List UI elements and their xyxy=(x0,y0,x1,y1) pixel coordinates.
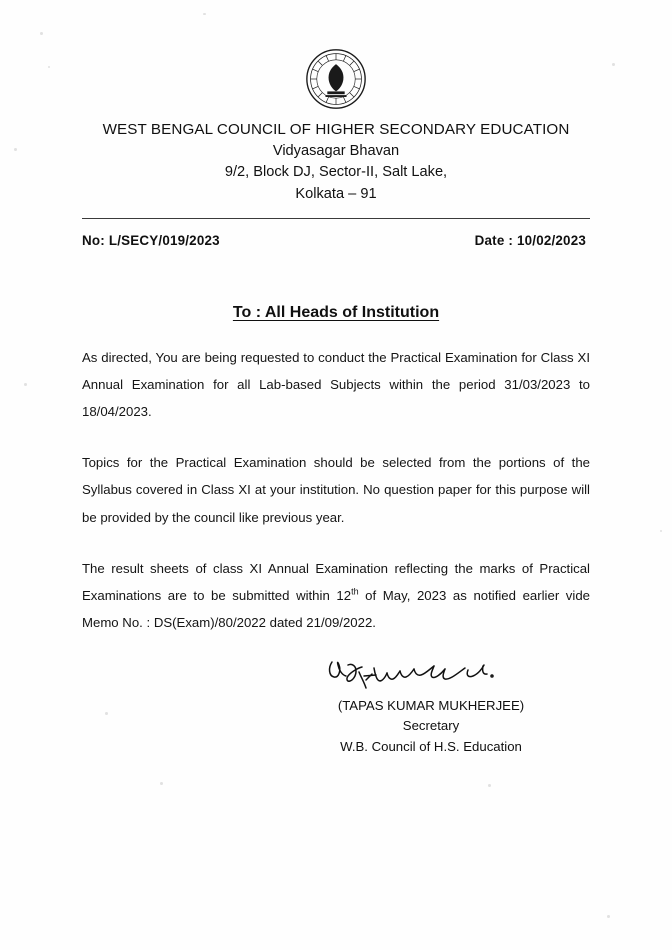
letterhead xyxy=(82,120,590,206)
address-line: 9/2, Block DJ, Sector-II, Salt Lake, xyxy=(224,164,448,181)
body-paragraph-3-after: of May, 2023 as notified earlier vide Memo No. : DS(Exam)/80/2022 dated 21/09/2022. xyxy=(82,587,591,630)
body-paragraph-2: Topics for the Practical Examination should be selected from the portions of the Syllabus covered in Class XI at your institution. No question paper for this purpose will be provided by the council like previous year. xyxy=(82,455,590,525)
memo-meta-row xyxy=(82,233,590,248)
body-paragraph-3-before: The result sheets of class XI Annual Examination reflecting the marks of Practical Examinations are to be submitted within 12 xyxy=(82,560,590,603)
council-name: WEST BENGAL COUNCIL OF HIGHER SECONDARY EDUCATION xyxy=(102,121,570,138)
signatory-organisation: W.B. Council of H.S. Education xyxy=(340,738,522,754)
addressee-heading: To : All Heads of Institution xyxy=(232,304,440,322)
scan-speckle xyxy=(488,784,491,787)
header-divider xyxy=(82,218,590,219)
emblem-container xyxy=(82,0,590,110)
handwritten-signature-icon xyxy=(326,656,536,694)
signatory-designation: Secretary xyxy=(402,718,460,734)
scan-speckle xyxy=(160,782,163,785)
signature-block xyxy=(82,660,590,757)
body-paragraph-3 xyxy=(82,555,590,636)
ordinal-suffix: th xyxy=(351,586,359,597)
wbchse-emblem-icon xyxy=(305,48,367,110)
memo-number: No: L/SECY/019/2023 xyxy=(82,233,220,249)
memo-date: Date : 10/02/2023 xyxy=(474,233,586,249)
building-name: Vidyasagar Bhavan xyxy=(272,142,400,159)
signature-image xyxy=(272,660,590,694)
city-pin-line: Kolkata – 91 xyxy=(295,186,377,203)
signatory-name: (TAPAS KUMAR MUKHERJEE) xyxy=(337,697,525,713)
scan-speckle xyxy=(607,915,610,918)
body-paragraph-1: As directed, You are being requested to conduct the Practical Examination for Class XI Annual Examination for all Lab-based Subjects within the period 31/03/2023 to 18/04/2023. xyxy=(82,350,590,420)
